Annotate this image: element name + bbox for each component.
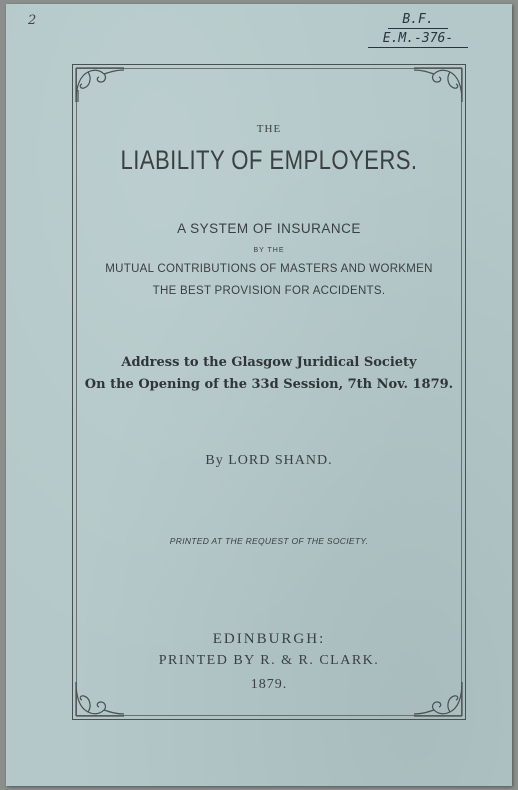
catalog-mark bbox=[368, 12, 468, 48]
address-line-1: Address to the Glasgow Juridical Society bbox=[121, 355, 417, 370]
author-line: By LORD SHAND. bbox=[205, 453, 333, 468]
pamphlet-cover bbox=[6, 4, 512, 786]
corner-number: 2 bbox=[28, 13, 37, 28]
address-line-2: On the Opening of the 33d Session, 7th Nov. 1879. bbox=[84, 377, 454, 392]
subtitle-line-2: MUTUAL CONTRIBUTIONS OF MASTERS AND WORKMEN bbox=[105, 263, 433, 275]
corner-ornament-icon bbox=[412, 66, 464, 104]
subtitle-line-1: A SYSTEM OF INSURANCE bbox=[177, 221, 361, 236]
decorative-border bbox=[72, 64, 466, 720]
page-title: LIABILITY OF EMPLOYERS. bbox=[120, 145, 418, 175]
printed-note: PRINTED AT THE REQUEST OF THE SOCIETY. bbox=[169, 536, 369, 546]
corner-ornament-icon bbox=[74, 66, 126, 104]
imprint-city: EDINBURGH: bbox=[212, 631, 326, 647]
catalog-line-2: E.M.-376- bbox=[368, 31, 468, 48]
imprint-printer: PRINTED BY R. & R. CLARK. bbox=[158, 653, 380, 668]
imprint-year: 1879. bbox=[250, 677, 288, 692]
subtitle-line-3: THE BEST PROVISION FOR ACCIDENTS. bbox=[152, 285, 386, 297]
catalog-line-1: B.F. bbox=[388, 12, 448, 29]
title-article: THE bbox=[256, 123, 282, 135]
subtitle-by-the: BY THE bbox=[253, 247, 285, 254]
